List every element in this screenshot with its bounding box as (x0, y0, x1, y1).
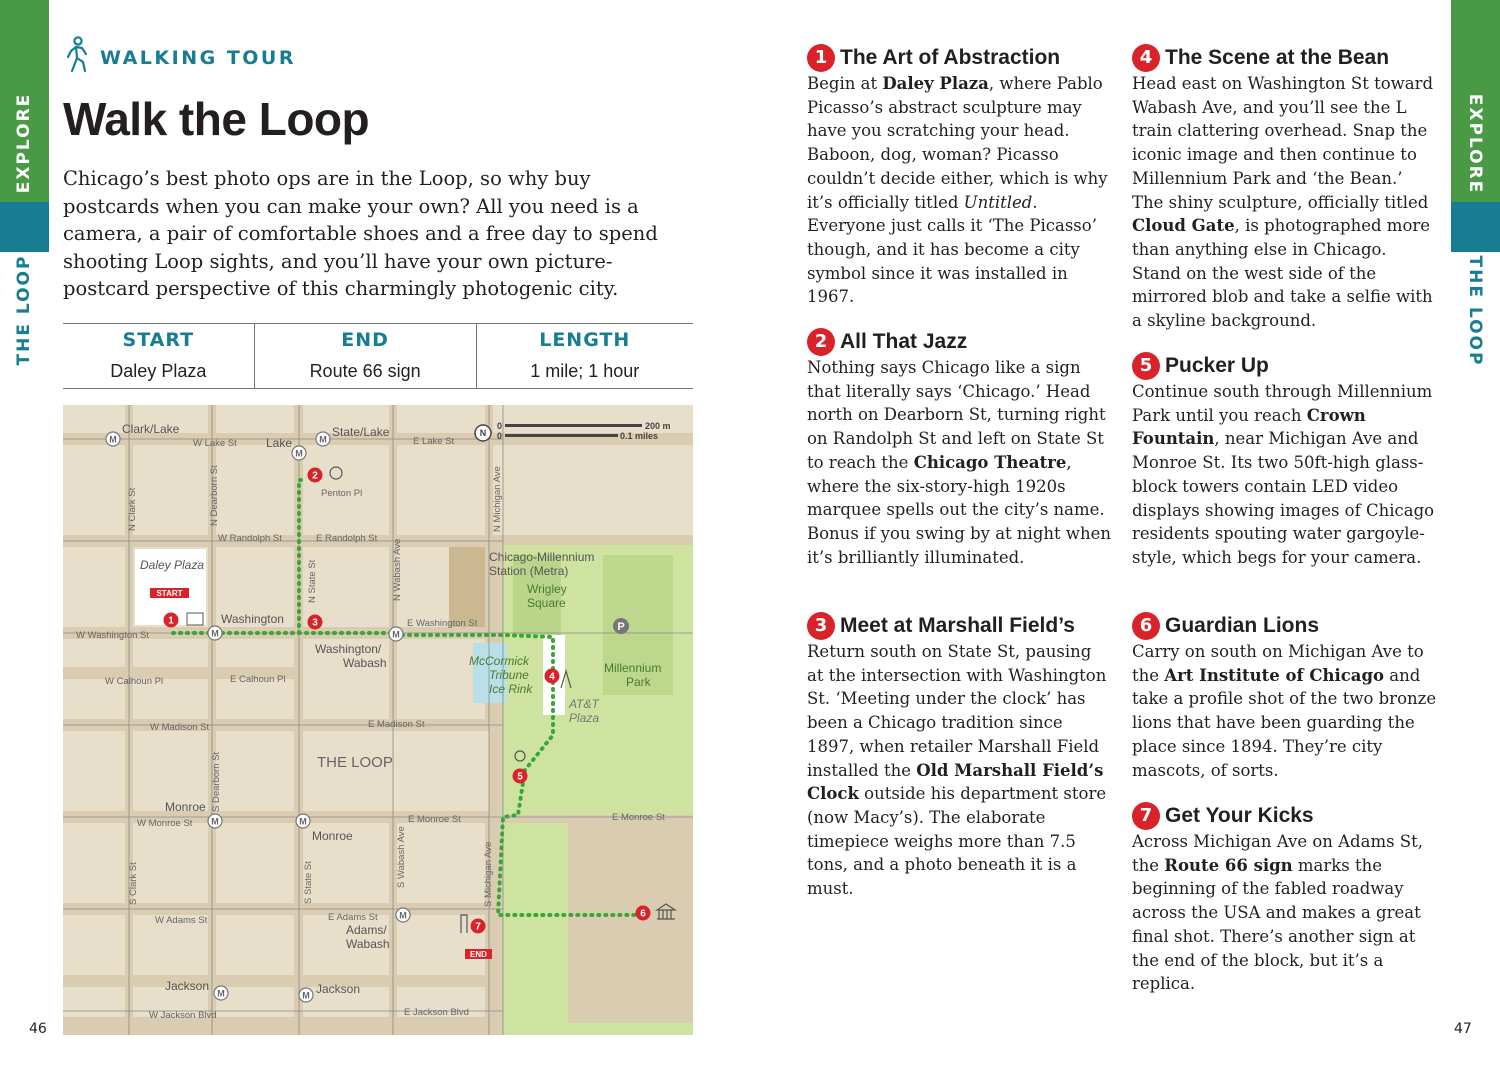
start-value: Daley Plaza (110, 361, 207, 381)
svg-text:M: M (319, 434, 327, 445)
metro-icon (292, 446, 306, 460)
stop-heading (1132, 612, 1437, 640)
place-label: THE LOOP (317, 754, 393, 771)
svg-text:N Michigan Ave: N Michigan Ave (492, 466, 503, 532)
start-header: START (122, 329, 195, 351)
svg-text:M: M (299, 816, 307, 827)
svg-text:3: 3 (312, 617, 318, 629)
svg-text:W Randolph St: W Randolph St (218, 533, 282, 544)
stop-number: 4 (1132, 44, 1160, 72)
svg-text:6: 6 (640, 908, 646, 920)
station-label: Monroe (312, 829, 353, 843)
svg-text:E Jackson Blvd: E Jackson Blvd (404, 1007, 469, 1018)
svg-text:0.1 miles: 0.1 miles (620, 431, 659, 441)
station-label: Adams/ (346, 923, 387, 937)
stop-4 (1132, 44, 1437, 333)
svg-text:M: M (302, 990, 310, 1001)
stop-description: Head east on Washington St toward Wabash Ave, and you’ll see the L train clattering overhead. Snap the iconic image and then continue to Millennium Park and ‘the Bean.’ The shiny sculpture, officially titled Cloud Gate, is photographed more than anything else in Chicago. Stand on the west side of the mirrored blob and take a selfie with a skyline background. (1132, 74, 1434, 331)
stop-heading (1132, 802, 1437, 830)
svg-text:M: M (109, 434, 117, 445)
metro-icon (208, 626, 222, 640)
end-header: END (254, 324, 476, 354)
stop-description: Continue south through Millennium Park until you reach Crown Fountain, near Michigan Ave and Monroe St. Its two 50ft-high glass-block towers contain LED video displays showing images of Chicago residents spouting water gargoyle-style, which begs for your camera. (1132, 382, 1435, 567)
svg-text:E Monroe St: E Monroe St (408, 814, 461, 825)
metro-icon (396, 908, 410, 922)
stop-number: 5 (1132, 352, 1160, 380)
page-title: Walk the Loop (63, 93, 370, 145)
length-value: 1 mile; 1 hour (476, 353, 693, 389)
svg-text:N Wabash Ave: N Wabash Ave (392, 538, 403, 601)
stop-marker (636, 906, 651, 921)
place-label: Ice Rink (489, 682, 533, 696)
svg-text:N Dearborn St: N Dearborn St (209, 465, 220, 526)
station-label: Washington/ (315, 642, 382, 656)
stop-number: 2 (807, 328, 835, 356)
svg-text:M: M (217, 988, 225, 999)
place-label: Chicago-Millennium (489, 550, 595, 564)
svg-text:0: 0 (497, 431, 503, 441)
svg-text:M: M (295, 448, 303, 459)
svg-text:4: 4 (549, 671, 555, 683)
place-label: Millennium (604, 661, 662, 675)
station-label: Wabash (343, 656, 387, 670)
subsection-label-right: THE LOOP (1465, 255, 1485, 367)
station-label: Wabash (346, 937, 390, 951)
svg-text:M: M (399, 910, 407, 921)
station-label: Clark/Lake (122, 422, 180, 436)
stop-marker (164, 613, 179, 628)
svg-text:M: M (392, 629, 400, 640)
end-flag (465, 949, 492, 959)
place-label: Square (527, 596, 566, 610)
stop-description: Nothing says Chicago like a sign that literally says ‘Chicago.’ Head north on Dearborn St, turning right on Randolph St and left on State St to reach the Chicago Theatre, where the six-story-high 1920s marquee spells out the city’s name. Bonus if you swing by at night when it’s brilliantly illuminated. (807, 358, 1112, 567)
svg-text:S Clark St: S Clark St (128, 862, 139, 905)
station-label: Jackson (316, 982, 361, 996)
stop-title: Meet at Marshall Field’s (840, 614, 1075, 637)
svg-text:E Washington St: E Washington St (407, 618, 478, 629)
stop-1 (807, 44, 1112, 309)
metro-icon (389, 627, 403, 641)
stop-marker (308, 468, 323, 483)
stop-marker (471, 919, 486, 934)
svg-text:E Randolph St: E Randolph St (316, 533, 378, 544)
stop-heading (1132, 352, 1437, 380)
place-label: Wrigley (527, 582, 567, 596)
svg-text:W Madison St: W Madison St (150, 722, 210, 733)
svg-text:S Wabash Ave: S Wabash Ave (396, 826, 407, 888)
stop-number: 6 (1132, 612, 1160, 640)
page-number-right: 47 (1454, 1021, 1472, 1037)
svg-text:M: M (211, 628, 219, 639)
stop-marker (513, 769, 528, 784)
intro-paragraph: Chicago’s best photo ops are in the Loop, so why buy postcards when you can make your own? All you need is a camera, a pair of comfortable shoes and a free day to spend shooting Loop sights, and you’ll have your own picture-postcard perspective of this charmingly photogenic city. (63, 167, 658, 300)
svg-text:E Monroe St: E Monroe St (612, 812, 665, 823)
svg-text:S State St: S State St (303, 861, 314, 904)
stop-title: The Scene at the Bean (1165, 46, 1390, 69)
place-label: Park (626, 675, 651, 689)
svg-text:E Lake St: E Lake St (413, 436, 455, 447)
place-label: McCormick (469, 654, 529, 668)
station-label: State/Lake (332, 425, 390, 439)
place-label: AT&T (569, 697, 599, 711)
svg-text:W Jackson Blvd: W Jackson Blvd (149, 1010, 217, 1021)
stop-description: Return south on State St, pausing at the intersection with Washington St. ‘Meeting under the clock’ has been a Chicago tradition since 1897, when retailer Marshall Field installed the Old Marshall Field’s Clock outside his department store (now Macy’s). The elaborate timepiece weighs more than 7.5 tons, and a photo beneath it is a must. (807, 642, 1107, 899)
svg-text:M: M (211, 816, 219, 827)
svg-text:W Adams St: W Adams St (155, 915, 208, 926)
place-label: Plaza (569, 711, 600, 725)
station-label: Lake (266, 436, 293, 450)
svg-text:END: END (470, 950, 487, 959)
stop-number: 3 (807, 612, 835, 640)
stop-description: Begin at Daley Plaza, where Pablo Picasso’s abstract sculpture may have you scratching your head. Baboon, dog, woman? Picasso couldn’t decide either, which is why it’s officially titled Untitled. Everyone just calls it ‘The Picasso’ though, and it has become a city symbol since it was installed in 1967. (807, 74, 1108, 307)
svg-text:5: 5 (517, 771, 523, 783)
svg-text:7: 7 (475, 921, 481, 933)
svg-text:Penton Pl: Penton Pl (321, 488, 363, 499)
svg-text:0: 0 (497, 421, 503, 431)
svg-text:S Michigan Ave: S Michigan Ave (483, 841, 494, 907)
stop-heading (807, 612, 1112, 640)
svg-text:N: N (479, 428, 487, 438)
svg-text:E Adams St: E Adams St (328, 912, 378, 923)
place-label: Daley Plaza (140, 558, 205, 572)
stop-number: 7 (1132, 802, 1160, 830)
stop-marker (308, 615, 323, 630)
start-flag (150, 588, 189, 598)
length-header: LENGTH (476, 324, 693, 354)
station-label: Jackson (165, 979, 210, 993)
end-value: Route 66 sign (254, 353, 476, 389)
stop-title: Pucker Up (1165, 354, 1269, 377)
section-kicker (64, 36, 296, 79)
svg-text:W Monroe St: W Monroe St (137, 818, 193, 829)
metro-icon (214, 986, 228, 1000)
svg-text:2: 2 (312, 470, 318, 482)
metro-icon (208, 814, 222, 828)
metro-icon (299, 988, 313, 1002)
svg-text:W Lake St: W Lake St (193, 438, 237, 449)
svg-text:S Dearborn St: S Dearborn St (211, 751, 222, 812)
stop-marker (545, 669, 560, 684)
svg-text:P: P (617, 621, 625, 633)
metro-icon (296, 814, 310, 828)
page-number-left: 46 (29, 1021, 47, 1037)
walking-person-icon (64, 36, 92, 79)
kicker-text: WALKING TOUR (100, 46, 296, 69)
stop-title: Get Your Kicks (1165, 804, 1314, 827)
svg-text:W Calhoun Pl: W Calhoun Pl (105, 676, 164, 687)
stop-title: The Art of Abstraction (840, 46, 1061, 69)
section-label-left: EXPLORE (14, 92, 34, 194)
building-block (449, 547, 485, 627)
svg-text:E Madison St: E Madison St (368, 719, 425, 730)
parking-icon (613, 618, 629, 634)
stop-heading (807, 328, 1112, 356)
stop-title: All That Jazz (840, 330, 968, 353)
art-institute-building (568, 823, 693, 1023)
stop-3 (807, 612, 1112, 901)
station-label: Monroe (165, 800, 206, 814)
svg-text:N Clark St: N Clark St (127, 487, 138, 531)
svg-text:N State St: N State St (307, 559, 318, 603)
place-label: Tribune (489, 668, 529, 682)
svg-text:START: START (156, 589, 183, 598)
stop-heading (1132, 44, 1437, 72)
stop-number: 1 (807, 44, 835, 72)
svg-text:200 m: 200 m (645, 421, 671, 431)
stop-title: Guardian Lions (1165, 614, 1320, 637)
stop-description: Across Michigan Ave on Adams St, the Route 66 sign marks the beginning of the fabled roadway across the USA and makes a great final shot. There’s another sign at the end of the block, but it’s a replica. (1132, 832, 1423, 994)
place-label: Station (Metra) (489, 564, 569, 578)
stop-7 (1132, 802, 1437, 996)
section-label-right: EXPLORE (1465, 93, 1485, 195)
metro-icon (106, 432, 120, 446)
tour-info-table (63, 323, 693, 389)
stop-heading (807, 44, 1112, 72)
stop-description: Carry on south on Michigan Ave to the Art Institute of Chicago and take a profile shot of the two bronze lions that have been guarding the place since 1894. They’re city mascots, of sorts. (1132, 642, 1437, 780)
station-label: Washington (221, 612, 284, 626)
stop-6 (1132, 612, 1437, 782)
svg-text:1: 1 (168, 615, 174, 627)
svg-text:W Washington St: W Washington St (76, 630, 150, 641)
stop-2 (807, 328, 1112, 569)
walking-tour-map (63, 405, 693, 1035)
svg-text:E Calhoun Pl: E Calhoun Pl (230, 674, 286, 685)
metro-icon (316, 432, 330, 446)
subsection-label-left: THE LOOP (14, 254, 34, 366)
stop-5 (1132, 352, 1437, 570)
